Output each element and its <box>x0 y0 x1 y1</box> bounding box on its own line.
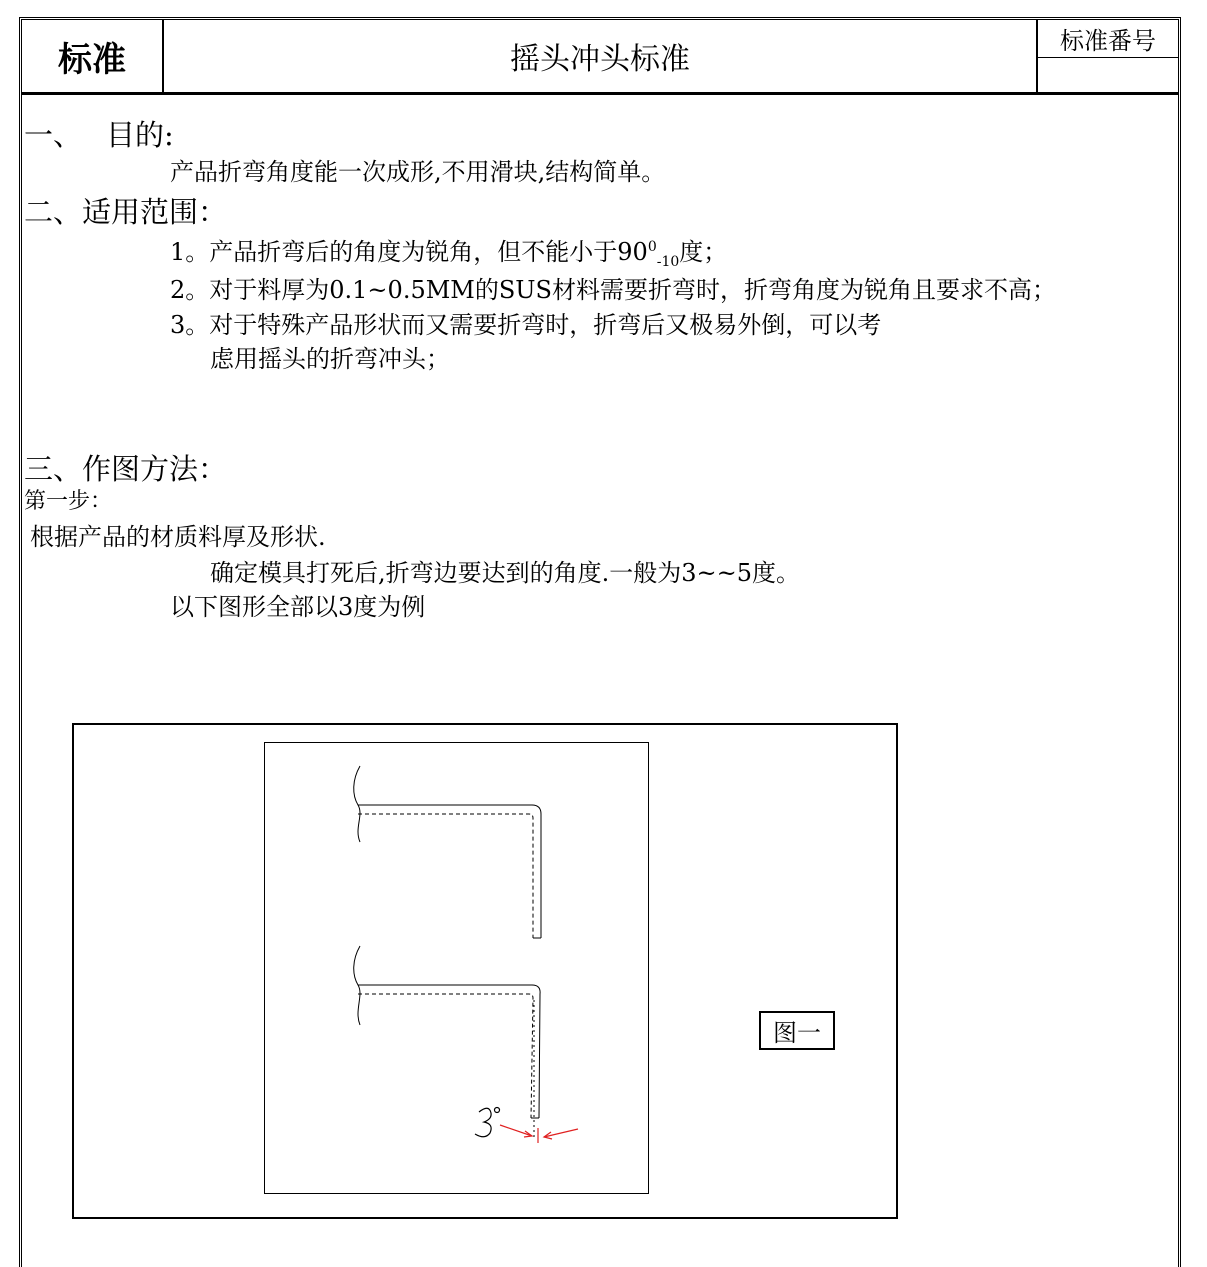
scope-item-1-text: 1。产品折弯后的角度为锐角，但不能小于90 <box>170 238 648 266</box>
method-line-2: 确定模具打死后,折弯边要达到的角度.一般为3~~5度。 <box>210 559 801 587</box>
angle-arrows <box>500 1125 578 1143</box>
figure-label: 图一 <box>759 1011 835 1050</box>
scope-item-2: 2。对于料厚为0.1~0.5MM的SUS材料需要折弯时，折弯角度为锐角且要求不高； <box>170 276 1056 304</box>
section3-heading: 三、作图方法： <box>24 452 228 486</box>
category-cell: 标准 <box>22 20 164 92</box>
method-line-3: 以下图形全部以3度为例 <box>170 593 426 621</box>
scope-item-1-sub: -10 <box>656 253 680 270</box>
standard-number-label: 标准番号 <box>1038 20 1178 58</box>
document-title: 摇头冲头标准 <box>510 42 690 77</box>
scope-item-3: 3。对于特殊产品形状而又需要折弯时，折弯后又极易外倒，可以考 <box>170 311 882 339</box>
method-line-1: 根据产品的材质料厚及形状. <box>30 523 326 551</box>
section1-text: 产品折弯角度能一次成形,不用滑块,结构简单。 <box>170 158 666 186</box>
scope-item-3-cont: 虑用摇头的折弯冲头； <box>210 345 450 373</box>
step-label: 第一步： <box>24 489 113 514</box>
angle-label <box>475 1108 500 1137</box>
section1-number: 一、 <box>24 118 83 152</box>
lower-bend-profile <box>354 946 540 1140</box>
section1-heading: 目的: <box>106 118 174 152</box>
scope-item-1-sup: 0 <box>647 239 657 255</box>
upper-break-line <box>354 766 360 842</box>
section2-heading: 二、适用范围： <box>24 195 228 229</box>
scope-item-1-suffix: 度； <box>679 238 728 266</box>
upper-bend-profile <box>354 766 541 938</box>
